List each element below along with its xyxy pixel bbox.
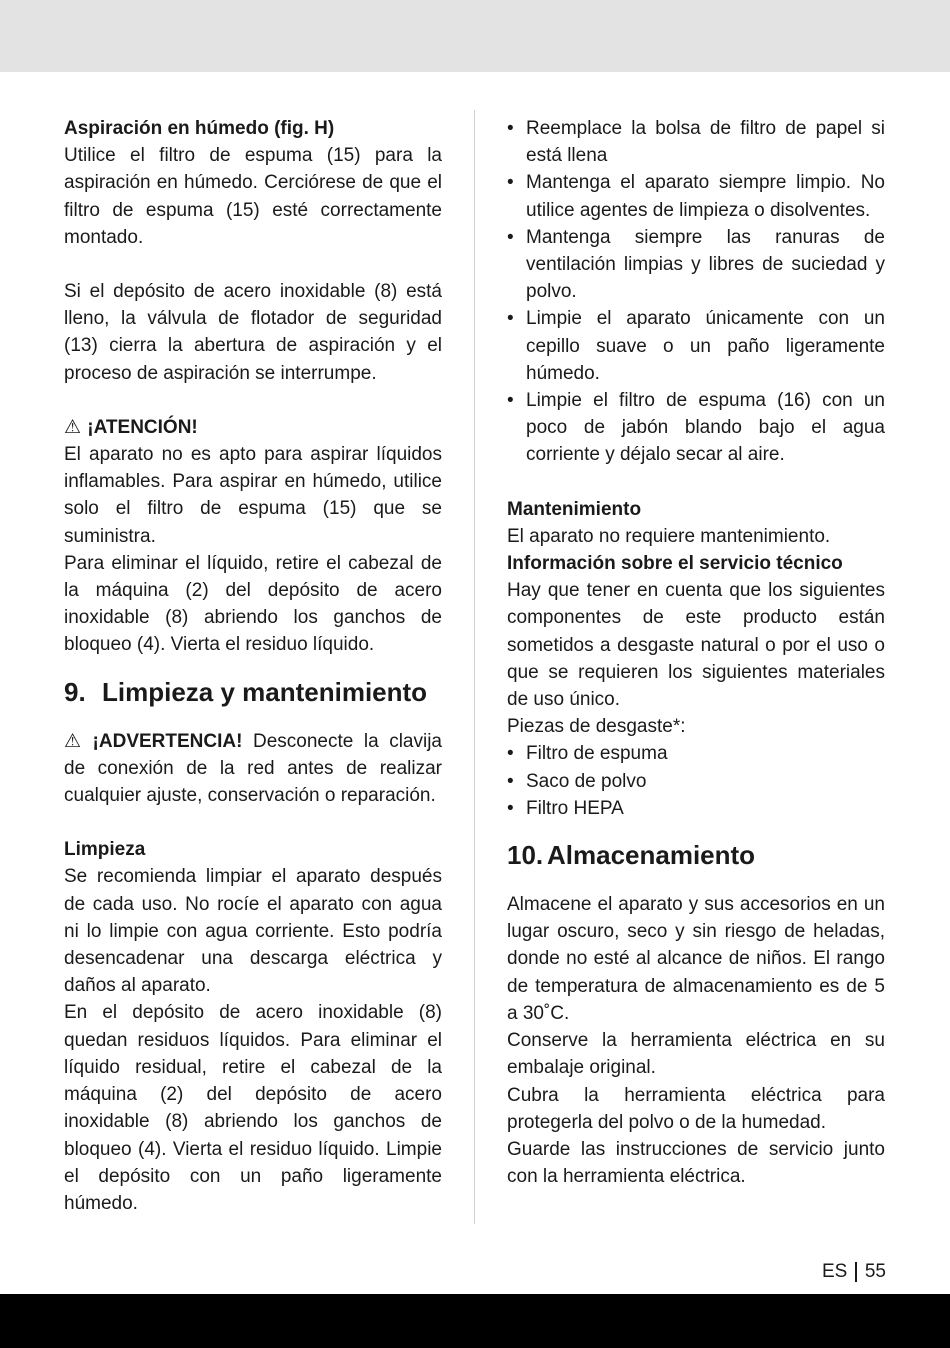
language-code: ES	[822, 1261, 848, 1282]
cleaning-paragraph-2: En el depósito de acero inoxidable (8) quedan residuos líquidos. Para eliminar el líquido residual, retire el cabezal de la máquina (2) del depósito de acero inoxidable (8) abriendo los ganchos de bloqueo (4). Vierta el residuo líquido. Limpie el depósito con un paño ligeramente húmedo.	[64, 1002, 442, 1214]
attention-paragraph-1: El aparato no es apto para aspirar líquidos inflamables. Para aspirar en húmedo, utilice solo el filtro de espuma (15) que se suministra.	[64, 444, 442, 547]
list-item: • Filtro de espuma	[507, 740, 885, 767]
warning-text: Desconecte la clavija de conexión de la red antes de realizar cualquier ajuste, conservación o reparación.	[64, 730, 442, 807]
storage-paragraph-4: Guarde las instrucciones de servicio junto con la herramienta eléctrica.	[507, 1138, 885, 1188]
wet-vacuum-paragraph-1: Utilice el filtro de espuma (15) para la aspiración en húmedo. Cerciórese de que el filtro de espuma (15) esté correctamente montado.	[64, 145, 442, 248]
section-9-title: Limpieza y mantenimiento	[102, 676, 428, 707]
section-10-heading	[507, 838, 885, 872]
footer-band	[0, 1294, 950, 1348]
wet-vacuum-heading: Aspiración en húmedo (fig. H)	[64, 118, 335, 139]
warning-paragraph	[64, 728, 442, 810]
list-item: • Limpie el aparato únicamente con un cepillo suave o un paño ligeramente húmedo.	[507, 305, 885, 387]
attention-label: ¡ATENCIÓN!	[87, 416, 198, 438]
service-heading: Información sobre el servicio técnico	[507, 553, 843, 575]
wet-vacuum-paragraph-2: Si el depósito de acero inoxidable (8) está lleno, la válvula de flotador de seguridad (13) cierra la abertura de aspiración y el proceso de aspiración se interrumpe.	[64, 281, 442, 384]
storage-paragraph-1: Almacene el aparato y sus accesorios en un lugar oscuro, seco y sin riesgo de heladas, donde no esté al alcance de niños. El rango de temperatura de almacenamiento es de 5 a 30˚C.	[507, 894, 885, 1024]
column-divider	[474, 110, 475, 1224]
list-item: • Mantenga el aparato siempre limpio. No utilice agentes de limpieza o disolventes.	[507, 169, 885, 223]
storage-paragraph-3: Cubra la herramienta eléctrica para protegerla del polvo o de la humedad.	[507, 1084, 885, 1133]
list-item: • Reemplace la bolsa de filtro de papel si está llena	[507, 115, 885, 169]
storage-paragraph-2: Conserve la herramienta eléctrica en su embalaje original.	[507, 1030, 885, 1079]
cleaning-paragraph-1: Se recomienda limpiar el aparato después de cada uso. No rocíe el aparato con agua ni lo limpie con agua corriente. Esto podría desencadenar una descarga eléctrica y daños al aparato.	[64, 866, 442, 997]
wear-parts-list	[507, 740, 885, 822]
section-9-heading	[64, 675, 442, 709]
list-item: • Saco de polvo	[507, 768, 885, 795]
right-column	[507, 115, 885, 1190]
warning-label: ¡ADVERTENCIA!	[92, 730, 243, 752]
section-10-title: Almacenamiento	[547, 840, 756, 871]
warning-triangle-icon: ⚠	[64, 416, 82, 438]
footer-separator	[855, 1262, 857, 1282]
service-text: Hay que tener en cuenta que los siguientes componentes de este producto están sometidos a desgaste natural o por el uso o que se requieren los siguientes materiales de uso único.	[507, 580, 885, 711]
page-number: 55	[864, 1261, 886, 1282]
header-band	[0, 0, 950, 72]
list-item: • Filtro HEPA	[507, 795, 885, 822]
maintenance-heading: Mantenimiento	[507, 498, 642, 520]
wear-parts-label: Piezas de desgaste*:	[507, 716, 686, 738]
section-10-number: 10.	[507, 840, 544, 871]
left-column	[64, 115, 442, 1217]
maintenance-text: El aparato no requiere mantenimiento.	[507, 525, 831, 547]
warning-triangle-icon: ⚠	[64, 730, 82, 752]
cleaning-heading: Limpieza	[64, 839, 146, 861]
list-item: • Limpie el filtro de espuma (16) con un poco de jabón blando bajo el agua corriente y déjalo secar al aire.	[507, 387, 885, 469]
list-item: • Mantenga siempre las ranuras de ventilación limpias y libres de suciedad y polvo.	[507, 224, 885, 306]
section-9-number: 9.	[64, 676, 86, 707]
attention-heading	[64, 414, 442, 441]
attention-paragraph-2: Para eliminar el líquido, retire el cabezal de la máquina (2) del depósito de acero inoxidable (8) abriendo los ganchos de bloqueo (4). Vierta el residuo líquido.	[64, 552, 442, 656]
care-list	[507, 115, 885, 469]
page-footer	[822, 1258, 886, 1285]
